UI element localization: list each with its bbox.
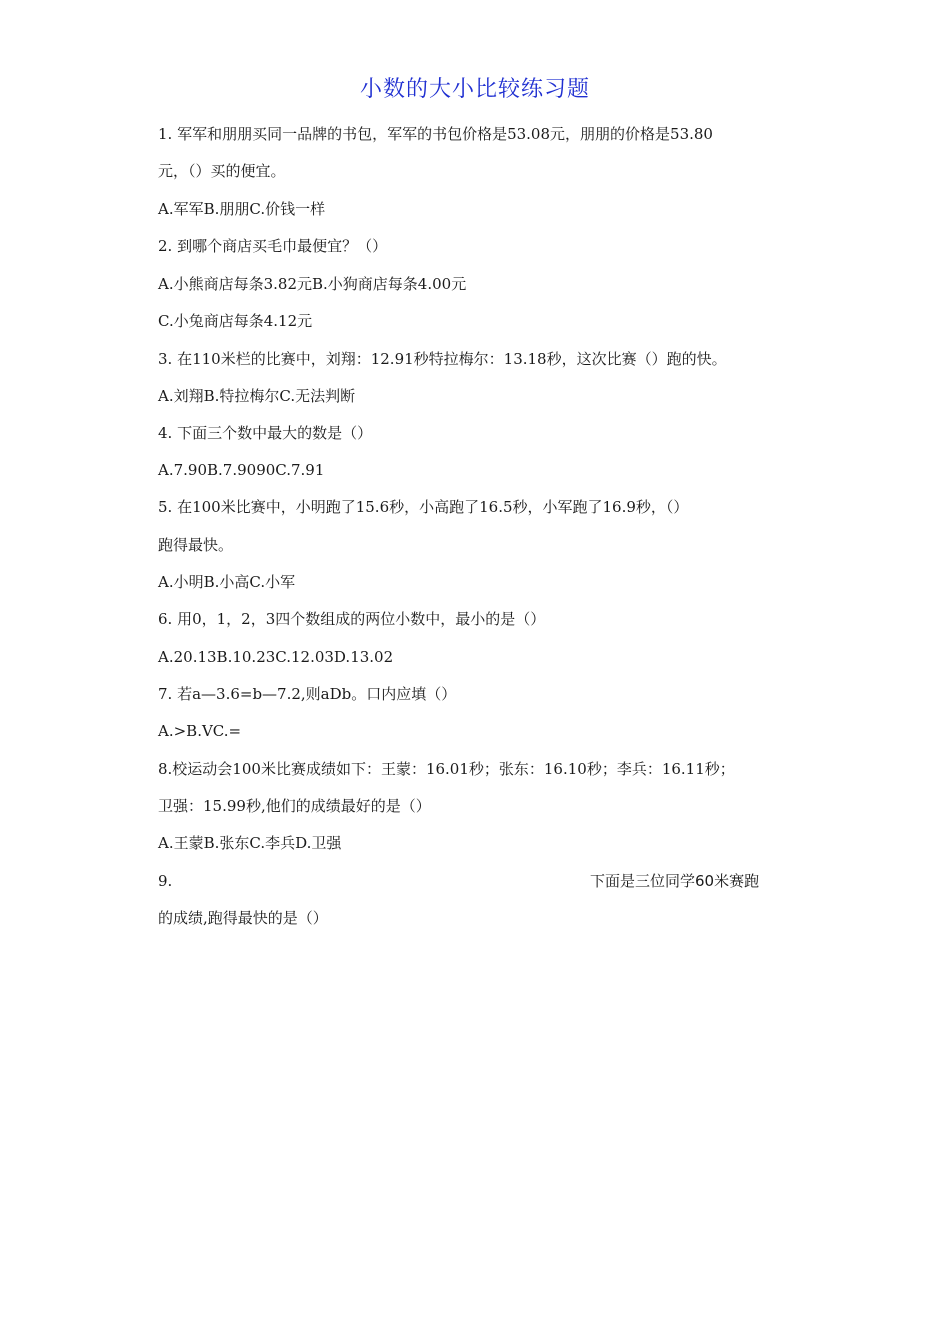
question-5-options: A.小明B.小高C.小军	[158, 573, 296, 591]
question-8-options: A.王蒙B.张东C.李兵D.卫强	[158, 834, 342, 852]
question-1-line-1: 1. 军军和朋朋买同一品牌的书包，军军的书包价格是53.08元，朋朋的价格是53.80	[158, 125, 713, 143]
question-9-number: 9.	[158, 872, 173, 890]
question-8-line-2: 卫强：15.99秒,他们的成绩最好的是（）	[158, 797, 431, 815]
question-1-line-2: 元，（）买的便宜。	[158, 162, 286, 180]
question-7: 7. 若a—3.6=b—7.2,则aDb。口内应填（）	[158, 685, 457, 703]
question-2-options-line-2: C.小兔商店每条4.12元	[158, 312, 313, 330]
question-3-options: A.刘翔B.特拉梅尔C.无法判断	[158, 387, 356, 405]
question-7-options: A.>B.VC.=	[158, 722, 242, 740]
question-9-text-right: 下面是三位同学60米赛跑	[590, 872, 760, 890]
question-9-line-2: 的成绩,跑得最快的是（）	[158, 909, 328, 927]
question-4-options: A.7.90B.7.9090C.7.91	[158, 461, 325, 479]
question-8-line-1: 8.校运动会100米比赛成绩如下：王蒙：16.01秒；张东：16.10秒；李兵：16.11秒；	[158, 760, 735, 778]
question-2: 2. 到哪个商店买毛巾最便宜？（）	[158, 237, 388, 255]
question-3: 3. 在110米栏的比赛中，刘翔：12.91秒特拉梅尔：13.18秒，这次比赛（）跑的快。	[158, 350, 727, 368]
question-1-options: A.军军B.朋朋C.价钱一样	[158, 200, 326, 218]
question-4: 4. 下面三个数中最大的数是（）	[158, 424, 373, 442]
page-title: 小数的大小比较练习题	[359, 77, 590, 102]
question-5-line-1: 5. 在100米比赛中，小明跑了15.6秒，小高跑了16.5秒，小军跑了16.9秒，（）	[158, 498, 689, 516]
question-6: 6. 用0，1，2，3四个数组成的两位小数中，最小的是（）	[158, 610, 546, 628]
question-6-options: A.20.13B.10.23C.12.03D.13.02	[158, 648, 394, 666]
question-2-options-line-1: A.小熊商店每条3.82元B.小狗商店每条4.00元	[158, 275, 467, 293]
question-5-line-2: 跑得最快。	[158, 536, 234, 554]
